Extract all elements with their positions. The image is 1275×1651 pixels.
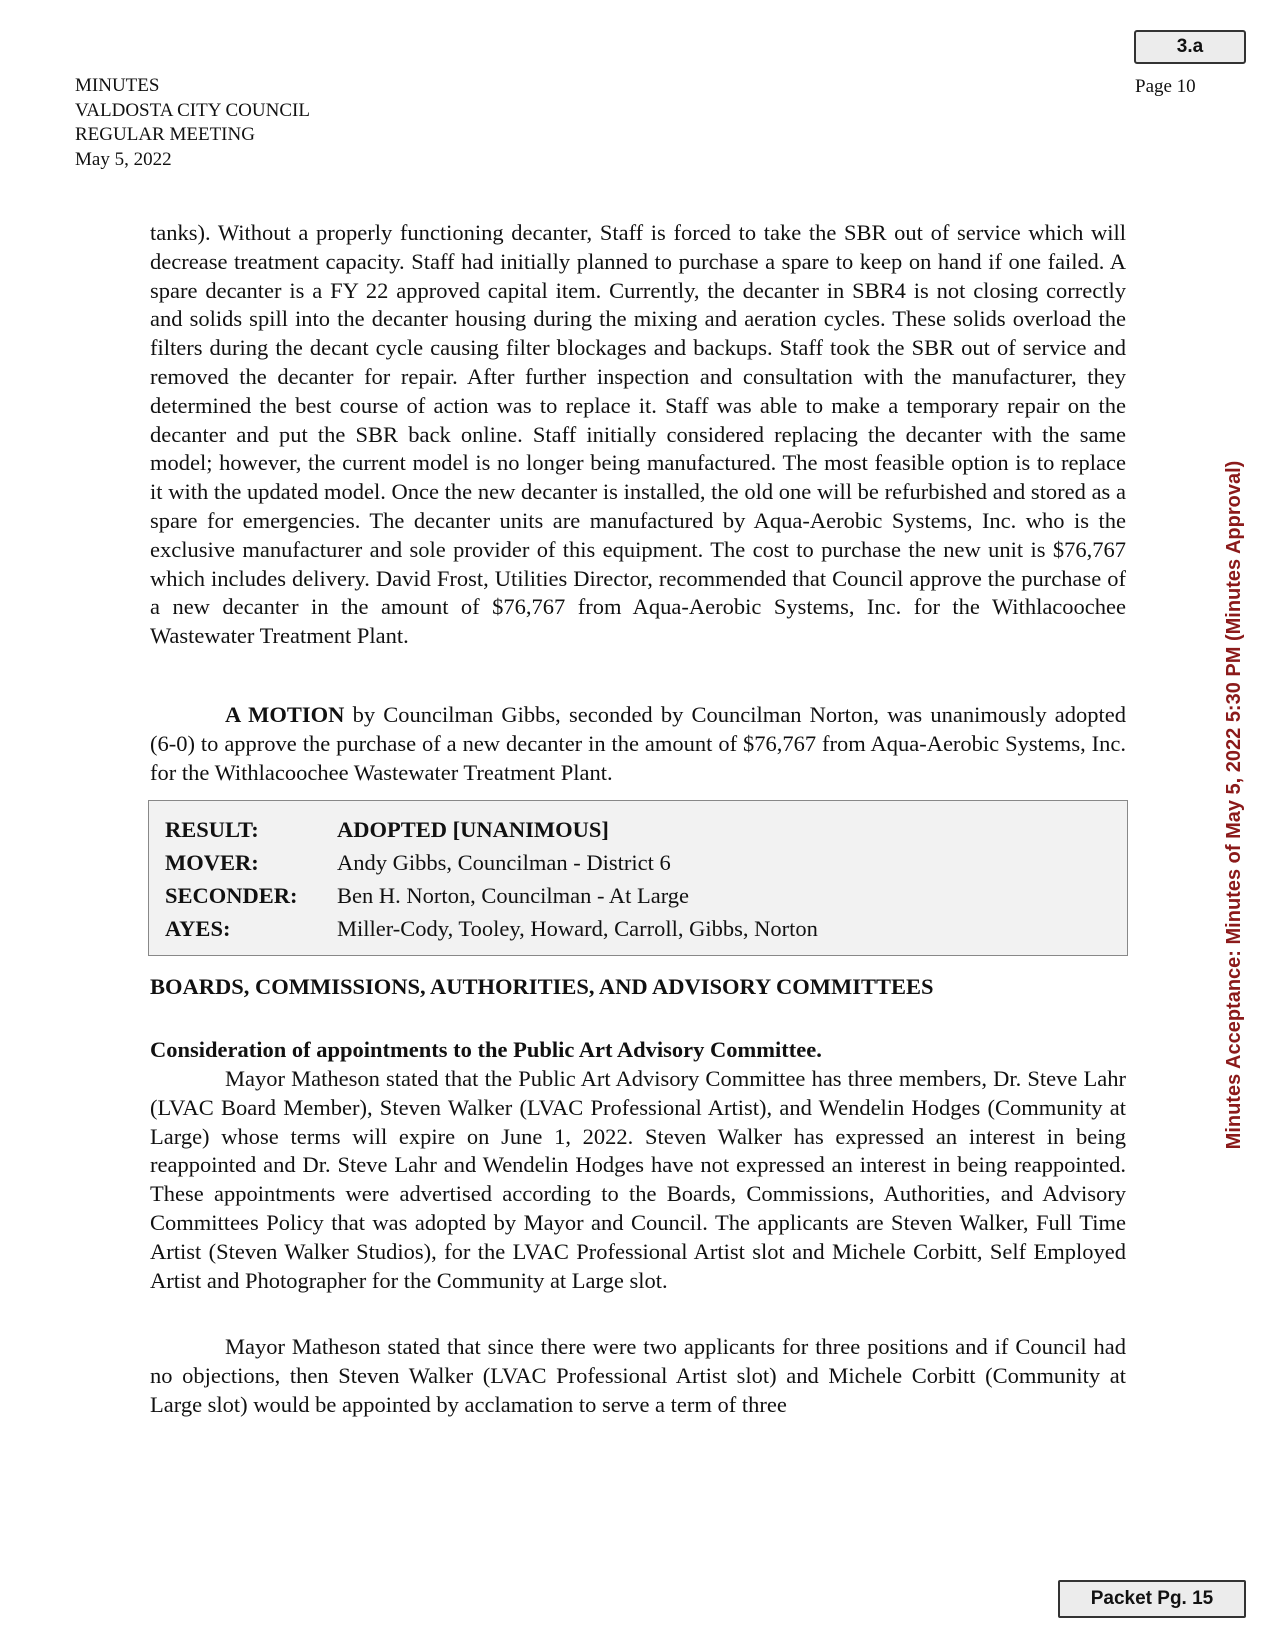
document-body bbox=[150, 219, 1126, 1420]
mover-value: Andy Gibbs, Councilman - District 6 bbox=[337, 850, 671, 876]
ayes-value: Miller-Cody, Tooley, Howard, Carroll, Gibbs, Norton bbox=[337, 916, 818, 942]
page-number: Page 10 bbox=[1135, 76, 1196, 97]
agenda-item-tag: 3.a bbox=[1134, 30, 1246, 64]
paragraph-art-committee: Mayor Matheson stated that the Public Art Advisory Committee has three members, Dr. Steve Lahr (LVAC Board Member), Steven Walker (LVAC Professional Artist), and Wendelin Hodges (Community at Large) whose terms will expire on June 1, 2022. Steven Walker has expressed an interest in being reappointed and Dr. Steve Lahr and Wendelin Hodges have not expressed an interest in being reappointed. These appointments were advertised according to the Boards, Commissions, Authorities, and Advisory Committees Policy that was adopted by Mayor and Council. The applicants are Steven Walker, Full Time Artist (Steven Walker Studios), for the LVAC Professional Artist slot and Michele Corbitt, Self Employed Artist and Photographer for the Community at Large slot. bbox=[150, 1065, 1126, 1293]
seconder-label: SECONDER: bbox=[165, 883, 298, 909]
motion-text: by Councilman Gibbs, seconded by Councilman Norton, was unanimously adopted (6-0) to approve the purchase of a new decanter in the amount of $76,767 from Aqua-Aerobic Systems, Inc. for the Withlacoochee Wastewater Treatment Plant. bbox=[150, 701, 1126, 785]
header-line-body: VALDOSTA CITY COUNCIL bbox=[75, 99, 310, 121]
motion-lead: A MOTION bbox=[225, 701, 345, 727]
paragraph-appointments: Mayor Matheson stated that since there were two applicants for three positions and if Council had no objections, then Steven Walker (LVAC Professional Artist slot) and Michele Corbitt (Community at Large slot) would be appointed by acclamation to serve a term of three bbox=[150, 1334, 1126, 1417]
mover-row bbox=[165, 846, 1111, 879]
packet-page-box: Packet Pg. 15 bbox=[1058, 1580, 1246, 1618]
seconder-row bbox=[165, 879, 1111, 912]
header-line-title: MINUTES bbox=[75, 75, 160, 96]
motion-paragraph bbox=[150, 701, 1126, 787]
result-label: RESULT: bbox=[165, 817, 259, 843]
ayes-row bbox=[165, 912, 1111, 945]
seconder-value: Ben H. Norton, Councilman - At Large bbox=[337, 883, 690, 909]
minutes-acceptance-stamp: Minutes Acceptance: Minutes of May 5, 2022 5:30 PM (Minutes Approval) bbox=[1223, 460, 1245, 1150]
result-row bbox=[165, 813, 1111, 846]
section-heading: BOARDS, COMMISSIONS, AUTHORITIES, AND ADVISORY COMMITTEES bbox=[150, 974, 934, 1000]
result-value: ADOPTED [UNANIMOUS] bbox=[337, 817, 609, 843]
header-line-meeting: REGULAR MEETING bbox=[75, 124, 255, 145]
item-heading: Consideration of appointments to the Public Art Advisory Committee. bbox=[150, 1037, 822, 1063]
paragraph-decanter-background: tanks). Without a properly functioning decanter, Staff is forced to take the SBR out of service which will decrease treatment capacity. Staff had initially planned to purchase a spare to keep on hand if one failed. A spare decanter is a FY 22 approved capital item. Currently, the decanter in SBR4 is not closing correctly and solids spill into the decanter housing during the mixing and aeration cycles. These solids overload the filters during the decant cycle causing filter blockages and backups. Staff took the SBR out of service and removed the decanter for repair. After further inspection and consultation with the manufacturer, they determined the best course of action was to replace it. Staff was able to make a temporary repair on the decanter and put the SBR back online. Staff initially considered replacing the decanter with the same model; however, the current model is no longer being manufactured. The most feasible option is to replace it with the updated model. Once the new decanter is installed, the old one will be refurbished and stored as a spare for emergencies. The decanter units are manufactured by Aqua-Aerobic Systems, Inc. who is the exclusive manufacturer and sole provider of this equipment. The cost to purchase the new unit is $76,767 which includes delivery. David Frost, Utilities Director, recommended that Council approve the purchase of a new decanter in the amount of $76,767 from Aqua-Aerobic Systems, Inc. for the Withlacoochee Wastewater Treatment Plant. bbox=[150, 220, 1126, 649]
ayes-label: AYES: bbox=[165, 916, 231, 942]
document-header bbox=[75, 74, 310, 172]
vote-result-box bbox=[148, 800, 1128, 956]
header-line-date: May 5, 2022 bbox=[75, 148, 172, 170]
mover-label: MOVER: bbox=[165, 850, 259, 876]
